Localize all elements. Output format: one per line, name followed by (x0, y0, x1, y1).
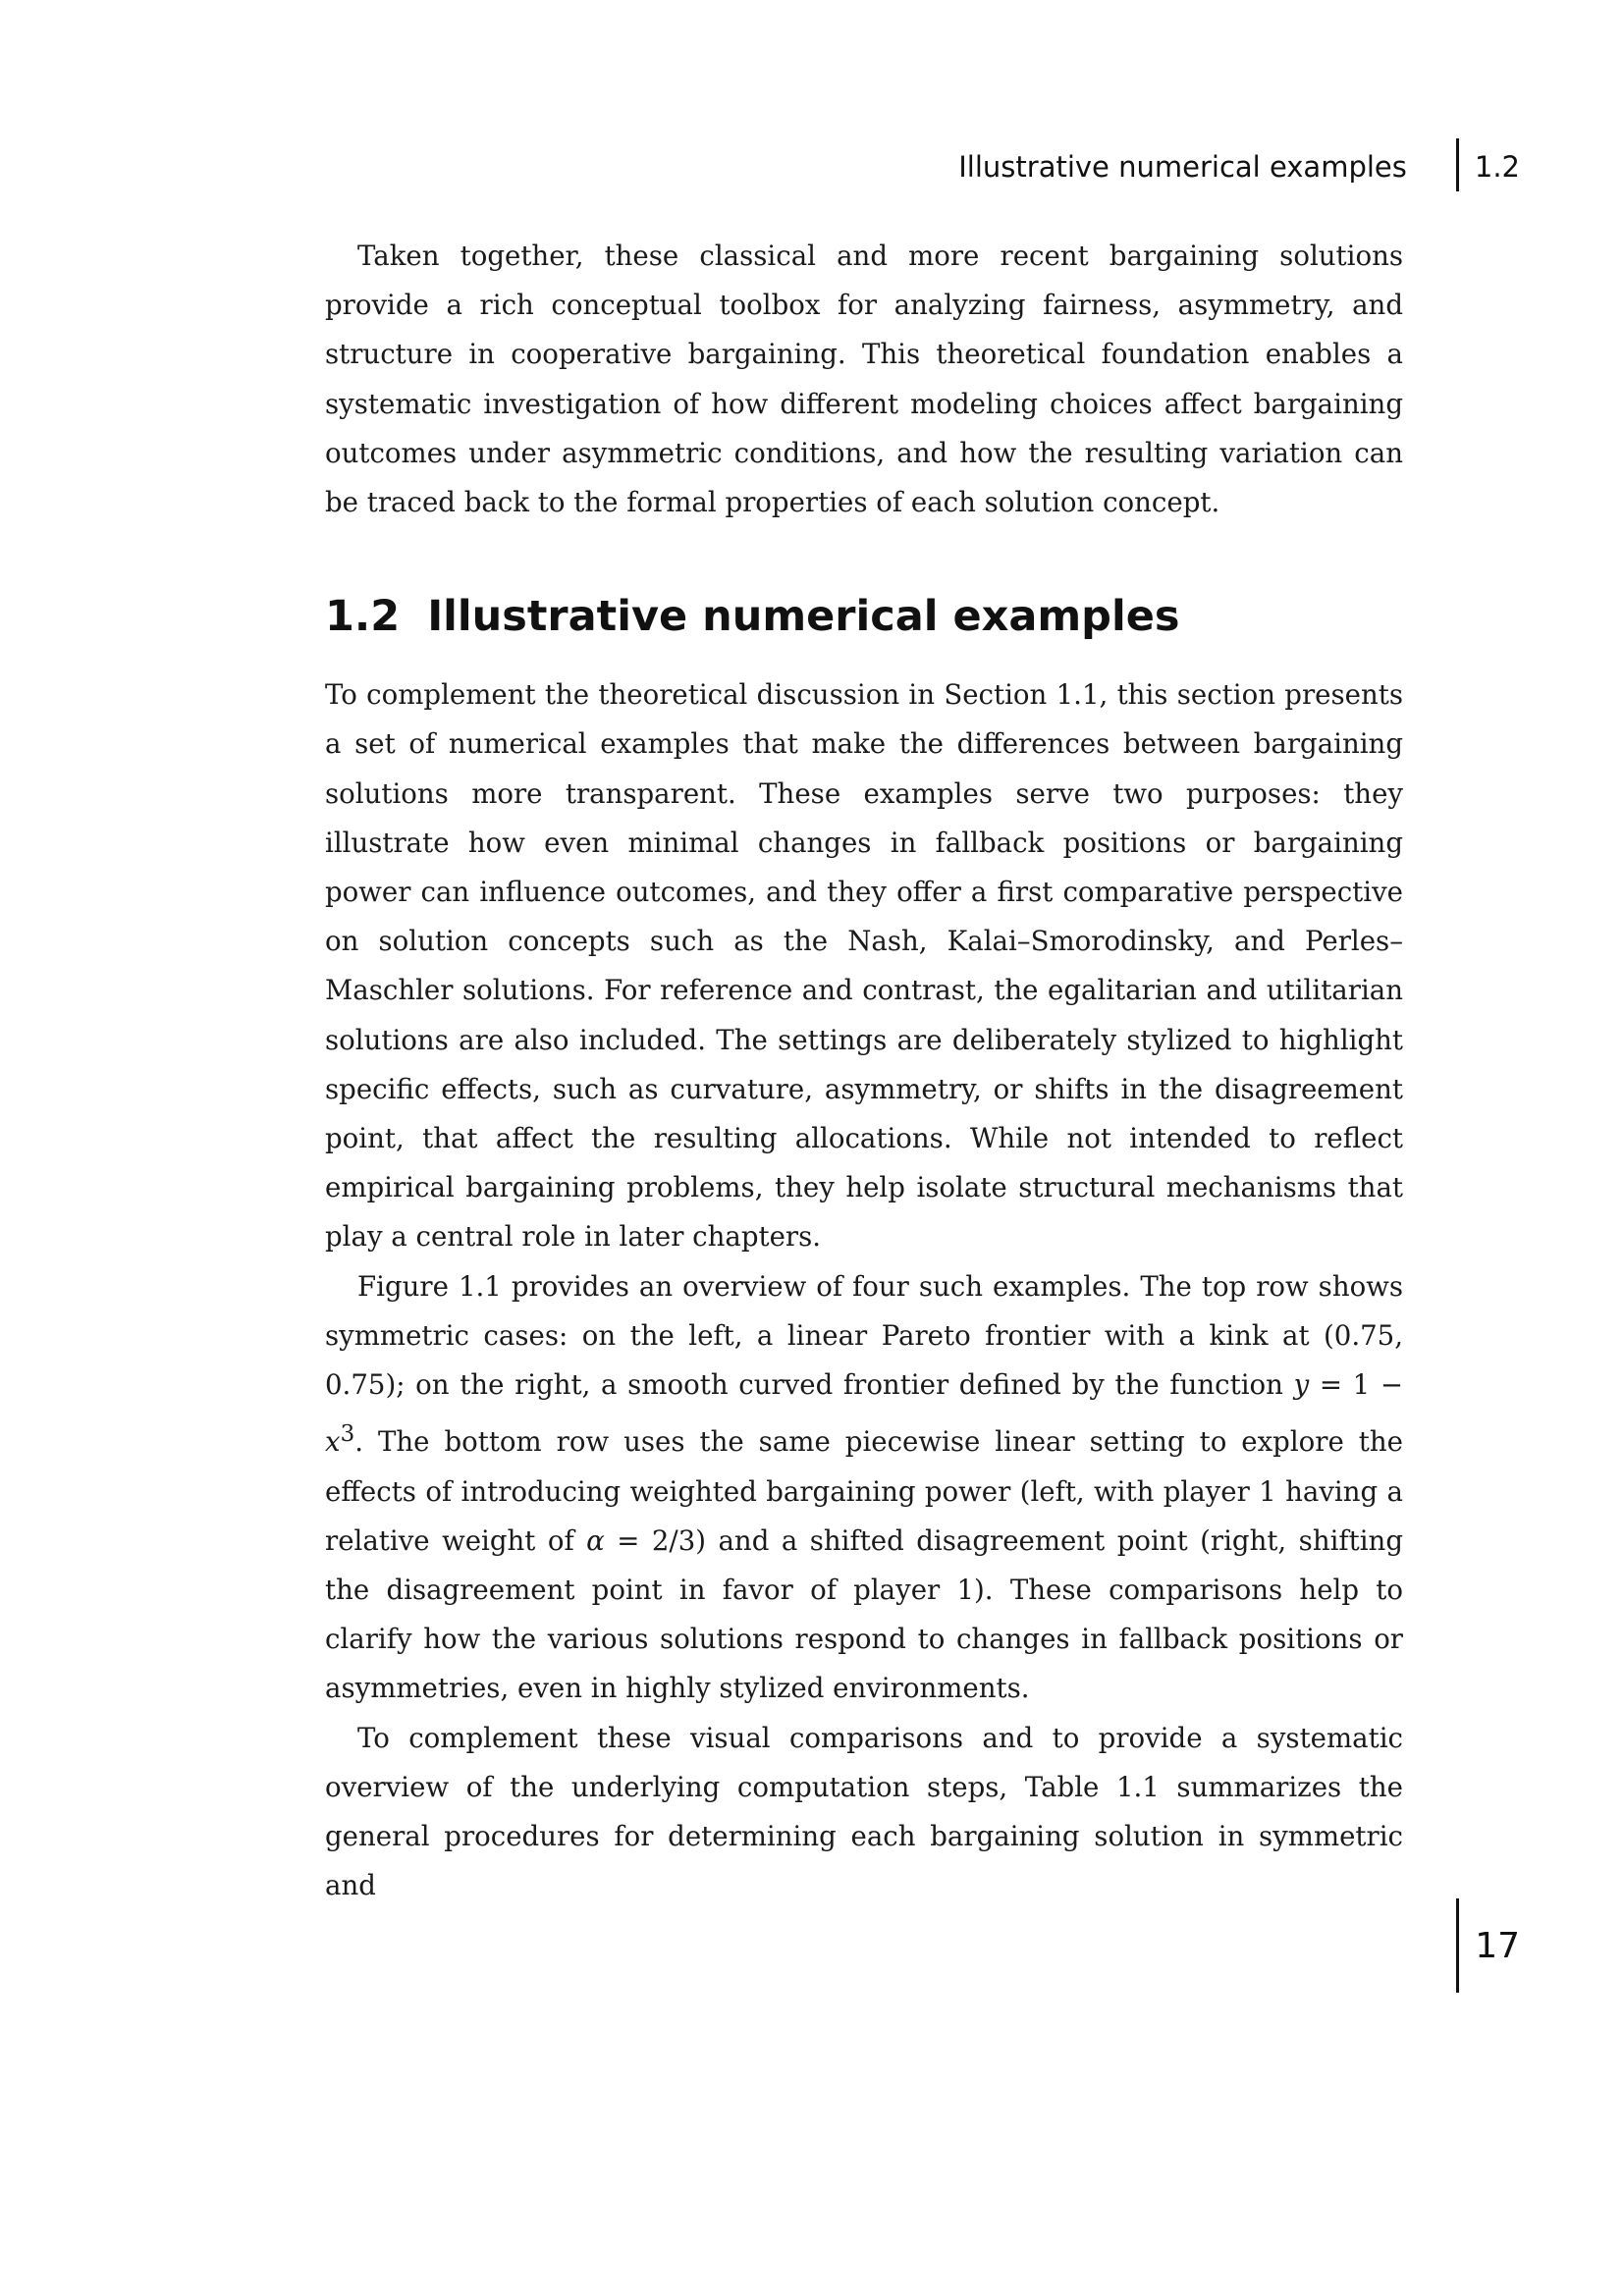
paragraph-2-part-1: Figure 1.1 provides an overview of four such examples. The top row shows symmetric cases: on the left, a linear Pareto frontier with a kink at (0.75, 0.75); on the right, a smooth curved frontier defined by the function (325, 1269, 1403, 1402)
page-number-divider (1456, 1898, 1459, 1993)
math-y: y (1293, 1368, 1310, 1402)
math-alpha: α (586, 1523, 605, 1557)
paragraph-2-part-2: . The bottom row uses the same piecewise linear setting to explore the effects of introducing weighted bargaining power (left, with player 1 having a relative weight of (325, 1425, 1403, 1557)
running-head-section-number: 1.2 (1474, 150, 1520, 184)
exponent: 3 (340, 1421, 355, 1448)
page-footer (1456, 1898, 1520, 1993)
body-text (325, 232, 1403, 1910)
page-number: 17 (1475, 1925, 1520, 1966)
paragraph-2 (325, 1262, 1403, 1714)
running-head (958, 135, 1520, 194)
paragraph-3: To complement these visual comparisons and to provide a systematic overview of the underlying computation steps, Table 1.1 summarizes the general procedures for determining each bargaining solution in symmetric and (325, 1721, 1403, 1902)
section-title: Illustrative numerical examples (427, 592, 1180, 642)
equation-part-1: = 1 − (1309, 1368, 1403, 1402)
math-x: x (325, 1425, 341, 1459)
running-head-title: Illustrative numerical examples (958, 150, 1407, 184)
paragraph-1: To complement the theoretical discussion in Section 1.1, this section presents a set of numerical examples that make the differences between bargaining solutions more transparent. These examples serve two purposes: they illustrate how even minimal changes in fallback positions or bargaining power can influence outcomes, and they offer a first comparative perspective on solution concepts such as the Nash, Kalai–Smorodinsky, and Perles–Maschler solutions. For reference and contrast, the egalitarian and utilitarian solutions are also included. The settings are deliberately stylized to highlight specific effects, such as curvature, asymmetry, or shifts in the disagreement point, that affect the resulting allocations. While not intended to reflect empirical bargaining problems, they help isolate structural mechanisms that play a central role in later chapters. (325, 678, 1403, 1254)
intro-paragraph: Taken together, these classical and more recent bargaining solutions provide a rich conceptual toolbox for analyzing fairness, asymmetry, and structure in cooperative bargaining. This theoretical foundation enables a systematic investigation of how different modeling choices affect bargaining outcomes under asymmetric conditions, and how the resulting variation can be traced back to the formal properties of each solution concept. (325, 240, 1403, 519)
running-head-divider (1456, 138, 1459, 191)
section-heading (325, 588, 1403, 645)
equation-part-2: = 2/3) and a shifted disagreement point (right, shifting the disagreement point in favor of player 1). These comparisons help to clarify how the various solutions respond to changes in fallback positions or asymmetries, even in highly stylized environments. (325, 1523, 1403, 1705)
section-number: 1.2 (325, 592, 401, 642)
